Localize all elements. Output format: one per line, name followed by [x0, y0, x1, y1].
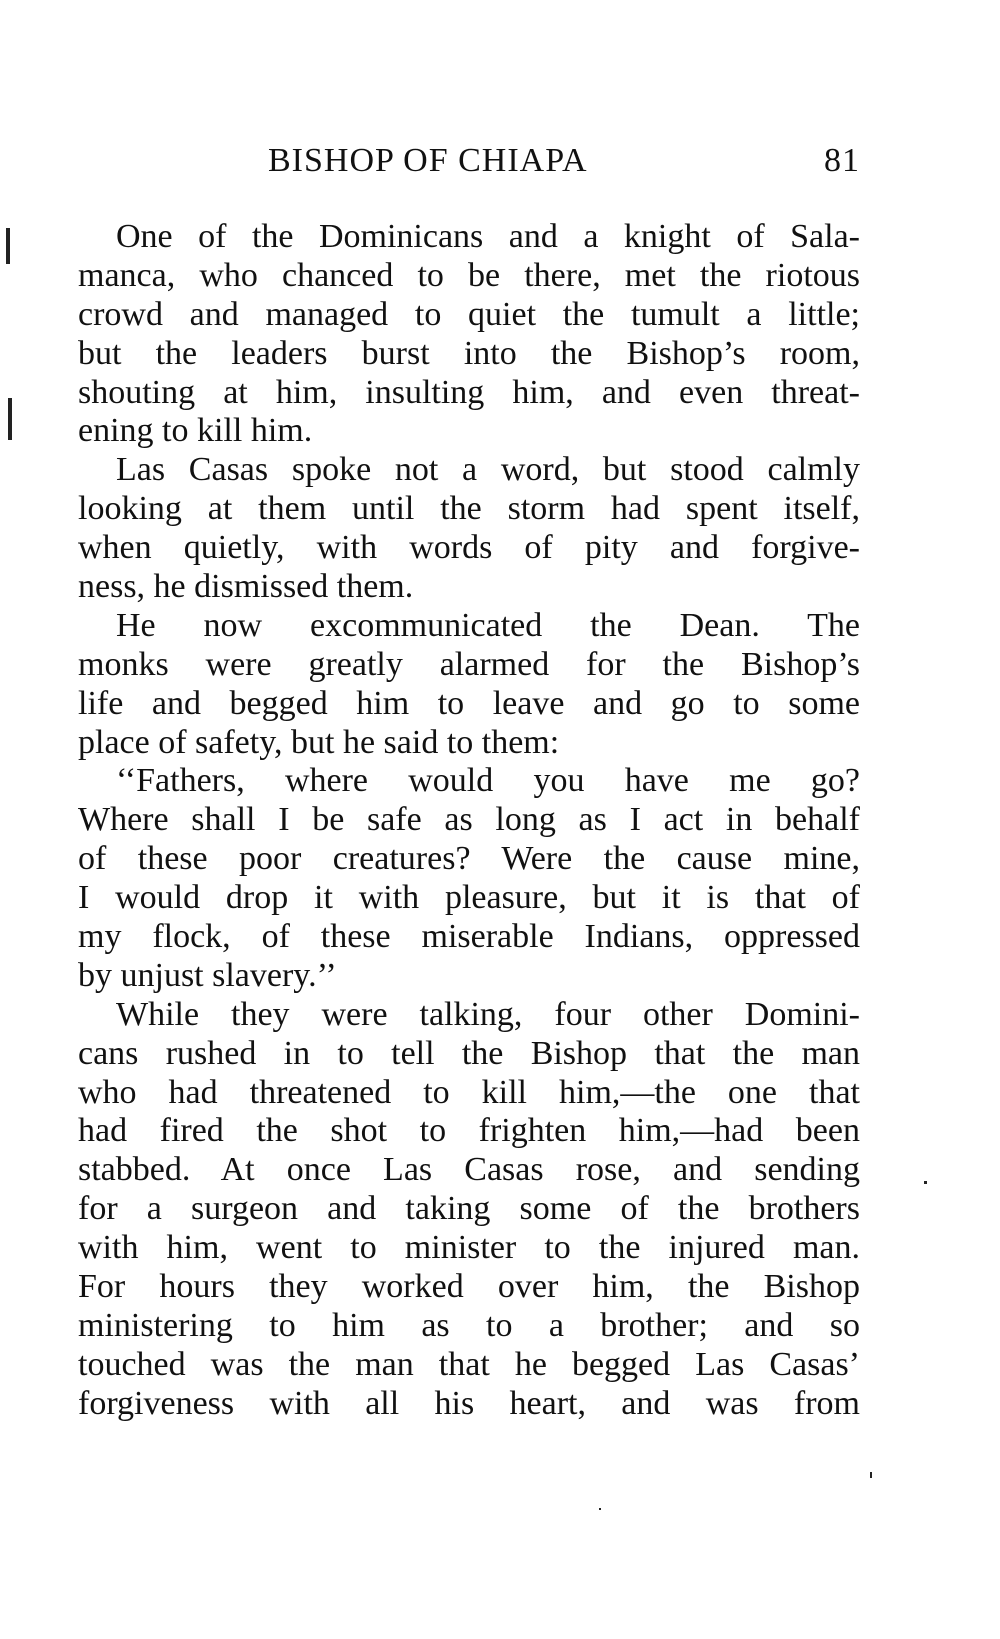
text-line: of these poor creatures? Were the cause mine,: [78, 840, 860, 878]
text-line: life and begged him to leave and go to some: [78, 684, 860, 722]
text-line: ministering to him as to a brother; and so: [78, 1306, 860, 1344]
text-line: stabbed. At once Las Casas rose, and sending: [78, 1151, 860, 1189]
text-line: One of the Dominicans and a knight of Sala-: [116, 218, 860, 255]
text-line: cans rushed in to tell the Bishop that the man: [78, 1034, 860, 1072]
scan-speck: [924, 1181, 927, 1184]
text-line: For hours they worked over him, the Bishop: [78, 1268, 860, 1306]
text-line: for a surgeon and taking some of the brothers: [78, 1190, 860, 1228]
text-line: manca, who chanced to be there, met the riotous: [78, 256, 860, 294]
text-line: ness, he dismissed them.: [78, 568, 414, 606]
text-line: He now excommunicated the Dean. The: [116, 606, 860, 644]
text-line: While they were talking, four other Domini-: [116, 995, 860, 1033]
text-line: but the leaders burst into the Bishop’s room,: [78, 334, 860, 372]
scan-speck: [6, 228, 10, 264]
text-line: had fired the shot to frighten him,—had been: [78, 1112, 860, 1150]
body-text: [78, 218, 860, 1424]
running-title: BISHOP OF CHIAPA: [268, 142, 588, 179]
text-line: ening to kill him.: [78, 412, 313, 450]
text-line: Where shall I be safe as long as I act in behalf: [78, 801, 860, 839]
text-line: forgiveness with all his heart, and was from: [78, 1384, 860, 1422]
scan-speck: [870, 1472, 872, 1478]
text-line: touched was the man that he begged Las Casas’: [78, 1345, 860, 1383]
text-line: crowd and managed to quiet the tumult a little;: [78, 295, 860, 333]
text-line: I would drop it with pleasure, but it is that of: [78, 879, 860, 917]
text-line: by unjust slavery.’’: [78, 956, 337, 994]
running-head: [78, 142, 860, 192]
text-line: place of safety, but he said to them:: [78, 723, 560, 761]
page-number: 81: [824, 142, 860, 179]
scan-speck: [8, 398, 12, 440]
text-line: ‘‘Fathers, where would you have me go?: [116, 762, 860, 800]
text-line: with him, went to minister to the injured man.: [78, 1229, 860, 1267]
text-line: monks were greatly alarmed for the Bishop’s: [78, 645, 860, 683]
text-line: my flock, of these miserable Indians, oppressed: [78, 918, 860, 956]
text-line: when quietly, with words of pity and forgive-: [78, 529, 860, 567]
scan-speck: [599, 1508, 601, 1510]
text-line: who had threatened to kill him,—the one that: [78, 1073, 860, 1111]
text-line: shouting at him, insulting him, and even threat-: [78, 373, 860, 411]
text-line: looking at them until the storm had spent itself,: [78, 490, 860, 528]
text-line: Las Casas spoke not a word, but stood calmly: [116, 451, 860, 489]
